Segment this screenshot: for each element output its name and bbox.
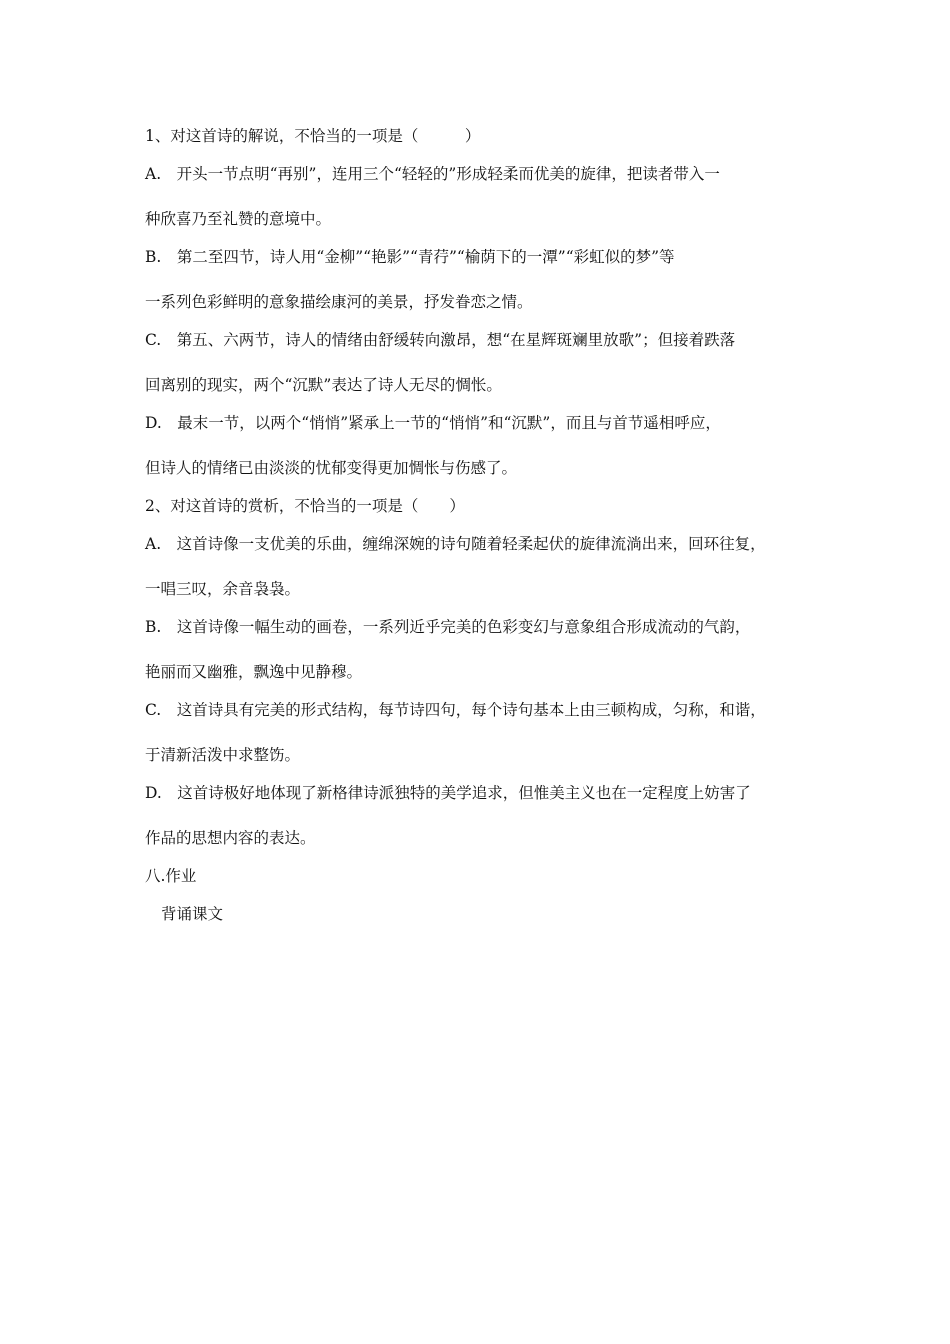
q2-option-c-line1: C. 这首诗具有完美的形式结构，每节诗四句，每个诗句基本上由三顿构成，匀称，和谐， [145,701,766,719]
q1-option-c-line2: 回离别的现实，两个“沉默”表达了诗人无尽的惆怅。 [145,376,502,394]
homework-item: 背诵课文 [161,905,224,923]
q2-option-b-line1: B. 这首诗像一幅生动的画卷，一系列近乎完美的色彩变幻与意象组合形成流动的气韵， [145,618,751,636]
q2-option-b-line2: 艳丽而又幽雅，飘逸中见静穆。 [145,663,363,681]
q2-option-c-line2: 于清新活泼中求整饬。 [145,746,301,764]
q1-option-c-line1: C. 第五、六两节，诗人的情绪由舒缓转向激昂，想“在星辉斑斓里放歌”；但接着跌落 [145,331,736,349]
q1-option-a-line2: 种欣喜乃至礼赞的意境中。 [145,210,332,228]
document-content [145,126,817,924]
q2-option-a-line1: A. 这首诗像一支优美的乐曲，缠绵深婉的诗句随着轻柔起伏的旋律流淌出来，回环往复， [145,535,766,553]
q2-option-d-line1: D. 这首诗极好地体现了新格律诗派独特的美学追求，但惟美主义也在一定程度上妨害了 [145,784,751,802]
question-1-stem: 1、对这首诗的解说，不恰当的一项是（ ） [145,127,481,145]
section-heading-homework: 八.作业 [145,867,197,885]
question-2-stem: 2、对这首诗的赏析，不恰当的一项是（ ） [145,497,465,515]
q1-option-a-line1: A. 开头一节点明“再别”，连用三个“轻轻的”形成轻柔而优美的旋律，把读者带入一 [145,165,720,183]
q1-option-d-line2: 但诗人的情绪已由淡淡的忧郁变得更加惆怅与伤感了。 [145,459,518,477]
q1-option-b-line1: B. 第二至四节，诗人用“金柳”“艳影”“青荇”“榆荫下的一潭”“彩虹似的梦”等 [145,248,675,266]
q1-option-d-line1: D. 最末一节，以两个“悄悄”紧承上一节的“悄悄”和“沉默”，而且与首节遥相呼应， [145,414,721,432]
q2-option-d-line2: 作品的思想内容的表达。 [145,829,316,847]
q2-option-a-line2: 一唱三叹，余音袅袅。 [145,580,301,598]
q1-option-b-line2: 一系列色彩鲜明的意象描绘康河的美景，抒发眷恋之情。 [145,293,533,311]
